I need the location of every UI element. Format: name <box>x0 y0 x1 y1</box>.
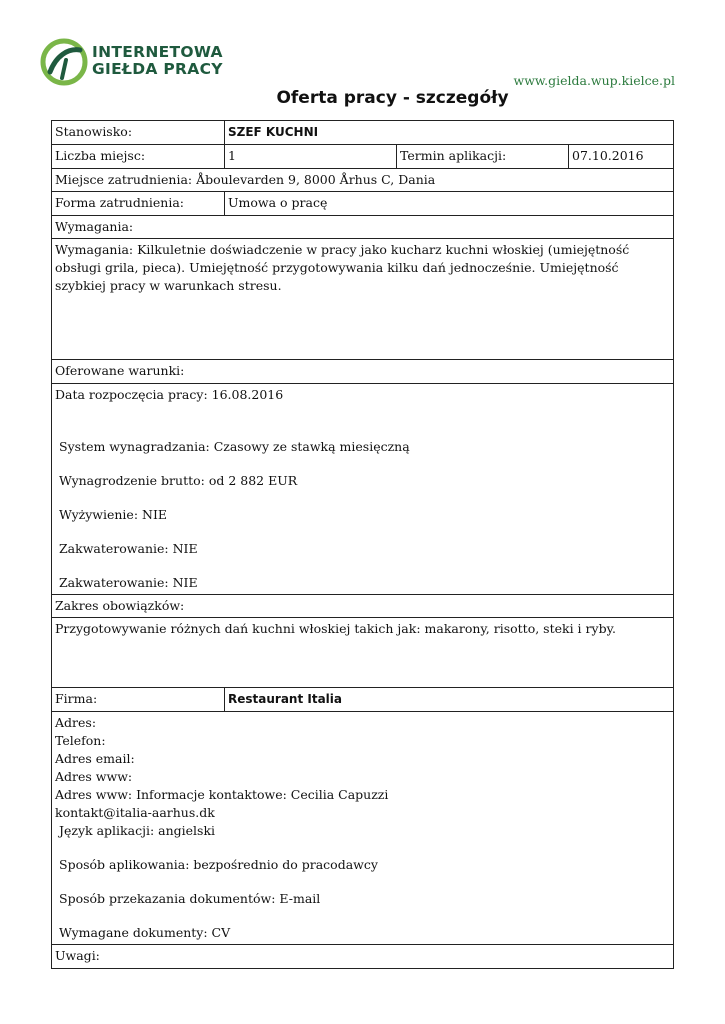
logo-icon <box>40 38 88 86</box>
notes-label: Uwagi: <box>52 945 674 969</box>
conditions-block <box>52 384 674 595</box>
contact-www-info: Adres www: Informacje kontaktowe: Cecilia Capuzzi <box>55 787 389 802</box>
logo-line1: INTERNETOWA <box>92 43 223 61</box>
position-value: SZEF KUCHNI <box>225 121 674 145</box>
page-title: Oferta pracy - szczegóły <box>276 88 509 108</box>
location: Miejsce zatrudnienia: Åboulevarden 9, 8000 Århus C, Dania <box>52 169 674 192</box>
duties-label: Zakres obowiązków: <box>52 595 674 618</box>
salary-system: System wynagradzania: Czasowy ze stawką miesięczną <box>59 439 410 454</box>
site-url-link[interactable]: www.gielda.wup.kielce.pl <box>513 73 675 88</box>
count-value: 1 <box>225 145 397 169</box>
employment-value: Umowa o pracę <box>225 192 674 216</box>
apply-method: Sposób aplikowania: bezpośrednio do pracodawcy <box>59 857 378 872</box>
contact-email-label: Adres email: <box>55 751 135 766</box>
employment-label: Forma zatrudnienia: <box>52 192 225 216</box>
start-date: Data rozpoczęcia pracy: 16.08.2016 <box>55 387 284 402</box>
duties-text: Przygotowywanie różnych dań kuchni włoskiej takich jak: makarony, risotto, steki i ryby. <box>52 618 674 688</box>
housing-1: Zakwaterowanie: NIE <box>59 541 198 556</box>
contact-block <box>52 712 674 945</box>
conditions-label: Oferowane warunki: <box>52 360 674 384</box>
company-label: Firma: <box>52 688 225 712</box>
docs-method: Sposób przekazania dokumentów: E-mail <box>59 891 321 906</box>
company-value: Restaurant Italia <box>225 688 674 712</box>
contact-email-value[interactable]: kontakt@italia-aarhus.dk <box>55 805 215 820</box>
offer-table <box>51 120 674 969</box>
logo-text <box>92 44 223 78</box>
position-label: Stanowisko: <box>52 121 225 145</box>
application-language: Język aplikacji: angielski <box>59 823 216 838</box>
deadline-value: 07.10.2016 <box>569 145 674 169</box>
requirements-text: Wymagania: Kilkuletnie doświadczenie w pracy jako kucharz kuchni włoskiej (umiejętność obsługi grila, pieca). Umiejętność przygotowywania kilku dań jednocześnie. Umiejętność szybkiej pracy w warunkach stresu. <box>52 239 674 360</box>
housing-2: Zakwaterowanie: NIE <box>59 575 198 590</box>
logo-line2: GIEŁDA PRACY <box>92 60 223 78</box>
food: Wyżywienie: NIE <box>59 507 168 522</box>
deadline-label: Termin aplikacji: <box>397 145 569 169</box>
contact-address: Adres: <box>55 715 97 730</box>
salary: Wynagrodzenie brutto: od 2 882 EUR <box>59 473 298 488</box>
requirements-label: Wymagania: <box>52 216 674 239</box>
logo <box>40 38 230 88</box>
count-label: Liczba miejsc: <box>52 145 225 169</box>
docs-required: Wymagane dokumenty: CV <box>59 925 231 940</box>
contact-www-label: Adres www: <box>55 769 133 784</box>
contact-phone: Telefon: <box>55 733 106 748</box>
